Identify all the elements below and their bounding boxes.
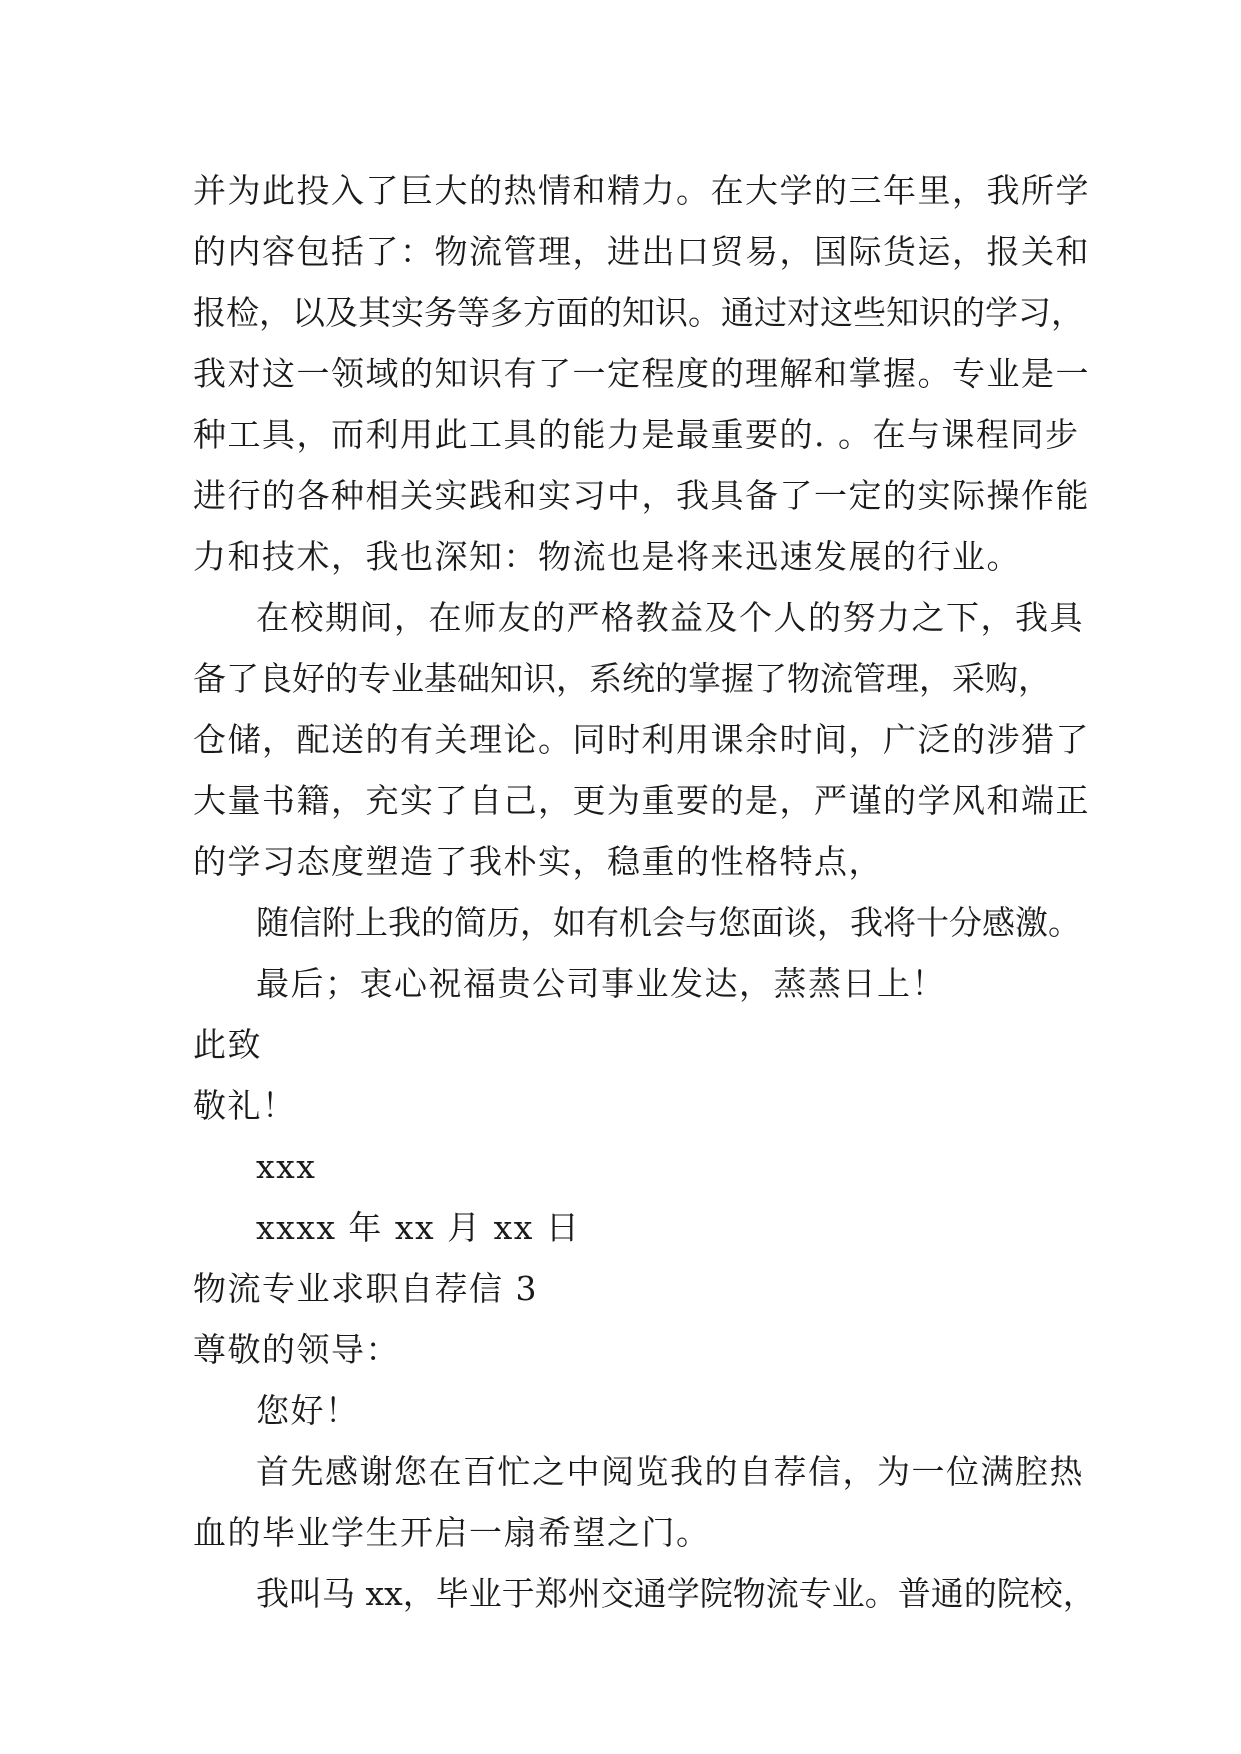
- text-line: 力和技术，我也深知：物流也是将来迅速发展的行业。: [193, 537, 1021, 576]
- paragraph-start-line: 随信附上我的简历，如有机会与您面谈，我将十分感激。: [256, 903, 1081, 942]
- paragraph-start-line: 首先感谢您在百忙之中阅览我的自荐信，为一位满腔热: [256, 1452, 1084, 1491]
- text-line: 种工具，而利用此工具的能力是最重要的. 。在与课程同步: [193, 415, 1080, 454]
- text-line: 报检，以及其实务等多方面的知识。通过对这些知识的学习，: [193, 293, 1084, 332]
- paragraph-start-line: 最后；衷心祝福贵公司事业发达，蒸蒸日上！: [256, 964, 946, 1003]
- text-line: 我对这一领域的知识有了一定程度的理解和掌握。专业是一: [193, 354, 1090, 393]
- text-line: 进行的各种相关实践和实习中，我具备了一定的实际操作能: [193, 476, 1090, 515]
- text-line: 仓储，配送的有关理论。同时利用课余时间，广泛的涉猎了: [193, 720, 1090, 759]
- section-title: 物流专业求职自荐信 3: [193, 1269, 538, 1308]
- text-line: 的学习态度塑造了我朴实，稳重的性格特点，: [193, 842, 883, 881]
- text-line: 大量书籍，充实了自己，更为重要的是，严谨的学风和端正: [193, 781, 1090, 820]
- greeting-hello: 您好！: [256, 1391, 360, 1430]
- closing-salutation: 此致: [193, 1025, 262, 1064]
- signature-name: xxx: [256, 1147, 317, 1186]
- text-line: 的内容包括了：物流管理，进出口贸易，国际货运，报关和: [193, 232, 1090, 271]
- letter-greeting: 尊敬的领导：: [193, 1330, 400, 1369]
- closing-regards: 敬礼！: [193, 1086, 297, 1125]
- text-line: 并为此投入了巨大的热情和精力。在大学的三年里，我所学: [193, 171, 1090, 210]
- text-line: 备了良好的专业基础知识，系统的掌握了物流管理，采购，: [193, 659, 1051, 698]
- letter-body: [193, 160, 1096, 1624]
- signature-date: xxxx 年 xx 月 xx 日: [256, 1208, 581, 1247]
- text-line: 血的毕业学生开启一扇希望之门。: [193, 1513, 711, 1552]
- paragraph-start-line: 我叫马 xx，毕业于郑州交通学院物流专业。普通的院校，: [256, 1574, 1096, 1613]
- paragraph-start-line: 在校期间，在师友的严格教益及个人的努力之下，我具: [256, 598, 1084, 637]
